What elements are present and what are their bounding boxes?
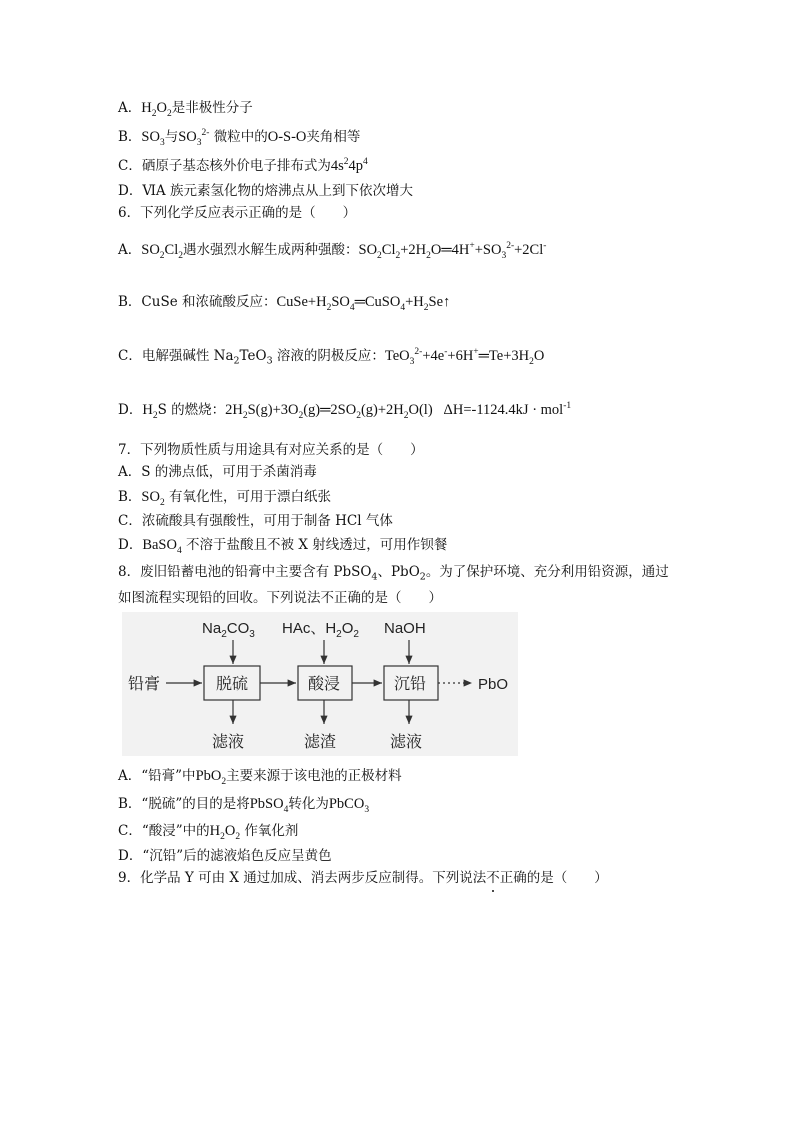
q8-option-b: B．“脱硫”的目的是将PbSO$_4$转化为PbCO$_3$ xyxy=(118,796,370,815)
q8-option-c: C．“酸浸”中的$H_2O_2$ 作氧化剂 xyxy=(118,823,299,842)
q5-option-c: C．硒原子基态核外价电子排布式为$4s^24p^4$ xyxy=(118,157,368,174)
flowchart-svg xyxy=(122,612,518,756)
step-desulfurize: 脱硫 xyxy=(216,674,249,693)
q7-option-b: B．$SO_2$ 有氧化性，可用于漂白纸张 xyxy=(118,489,332,508)
reagent-hac-h2o2: HAc、$H_2O_2$ xyxy=(282,620,359,640)
q8-stem: 8．废旧铅蓄电池的铅膏中主要含有 PbSO$_4$、PbO$_2$。为了保护环境、充分利用铅资源，通过如图流程实现铅的回收。下列说法不正确的是（ ） xyxy=(118,564,669,606)
q6-stem: 6．下列化学反应表示正确的是（ ） xyxy=(118,205,357,221)
q7-stem: 7．下列物质性质与用途具有对应关系的是（ ） xyxy=(118,442,424,458)
q6-option-b: B．CuSe 和浓硫酸反应：$CuSe+H_2SO_4═CuSO_4+H_2Se↑$ xyxy=(118,294,451,313)
output-pbo: PbO xyxy=(478,676,509,693)
q7-option-d: D．BaSO$_4$ 不溶于盐酸且不被 X 射线透过，可用作钡餐 xyxy=(118,537,448,556)
q6-option-d: D．$H_2S$ 的燃烧：$2H_2S(g)+3O_2(g)═2SO_2(g)+2H_2O(l)$ ΔH=-1124.4kJ · mol$^{-1}$ xyxy=(118,401,572,421)
emphasis-not: 不 xyxy=(486,870,500,886)
q7-option-a: A．S 的沸点低，可用于杀菌消毒 xyxy=(118,464,317,480)
reagent-na2co3: $Na_2CO_3$ xyxy=(202,620,255,640)
q5-option-d: D．ⅥA 族元素氢化物的熔沸点从上到下依次增大 xyxy=(118,183,413,199)
q5-option-b: B．$SO_3$与$SO_3^{2-}$ 微粒中的O-S-O夹角相等 xyxy=(118,128,361,148)
reagent-naoh: NaOH xyxy=(384,620,426,637)
q6-option-a: A．$SO_2Cl_2$遇水强烈水解生成两种强酸：$SO_2Cl_2+2H_2O═4H^++SO_3^{2-}+2Cl^-$ xyxy=(118,241,547,261)
waste-filtrate-2: 滤液 xyxy=(390,732,423,751)
q6-option-c: C．电解强碱性 $Na_2TeO_3$ 溶液的阴极反应：$TeO_3^{2-}+4e^-+6H^+═Te+3H_2O$ xyxy=(118,347,545,367)
step-precipitate: 沉铅 xyxy=(394,674,427,693)
q8-option-a: A．“铅膏”中PbO$_2$主要来源于该电池的正极材料 xyxy=(118,768,402,787)
step-acid-leach: 酸浸 xyxy=(308,674,341,693)
lead-recovery-flowchart xyxy=(122,612,518,756)
q8-option-d: D．“沉铅”后的滤液焰色反应呈黄色 xyxy=(118,848,332,864)
q7-option-c: C．浓硫酸具有强酸性，可用于制备 HCl 气体 xyxy=(118,513,393,529)
q9-stem: 9．化学品 Y 可由 X 通过加成、消去两步反应制得。下列说法不正确的是（ ） xyxy=(118,870,608,886)
q5-option-a: A．$H_2O_2$是非极性分子 xyxy=(118,100,253,119)
waste-filtrate-1: 滤液 xyxy=(212,732,245,751)
input-lead-paste: 铅膏 xyxy=(128,674,161,693)
waste-residue: 滤渣 xyxy=(304,732,337,751)
